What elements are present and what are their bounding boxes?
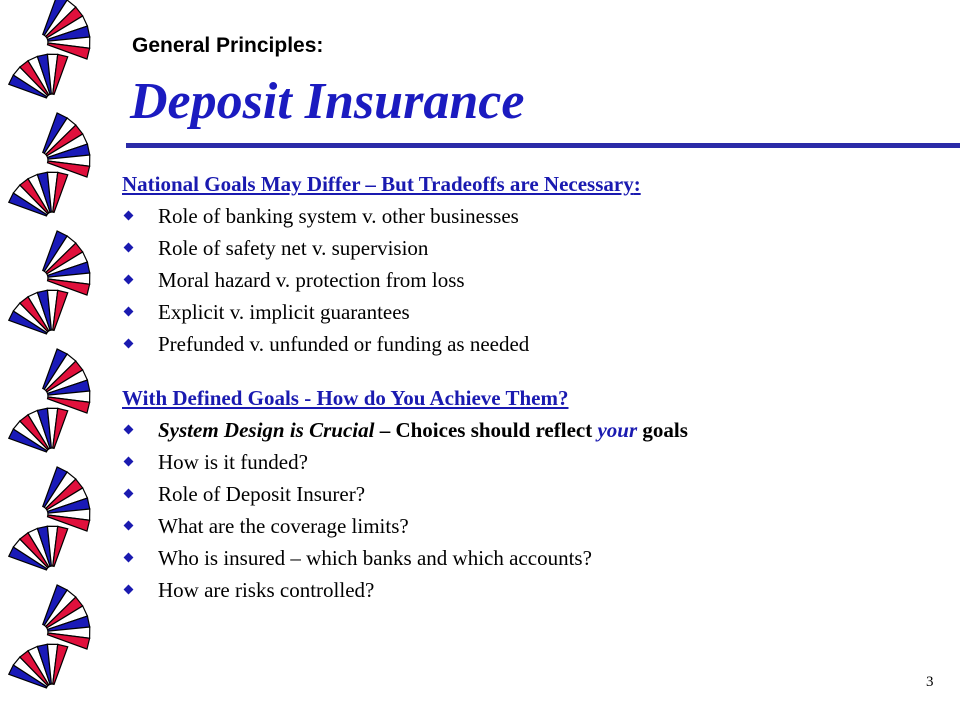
fan-ornament (43, 0, 90, 59)
fan-ornament (9, 408, 68, 452)
achieve-goals-list (122, 414, 942, 606)
fan-ornament (9, 526, 68, 570)
list-item: How are risks controlled? (122, 574, 942, 606)
section-heading-tradeoffs: National Goals May Differ – But Tradeoffs are Necessary: (122, 172, 641, 196)
diamond-bullet-icon (124, 457, 134, 467)
list-item: Moral hazard v. protection from loss (122, 264, 942, 296)
diamond-bullet-icon (124, 339, 134, 349)
list-item: Role of banking system v. other businesses (122, 200, 942, 232)
fan-ornament (43, 231, 90, 295)
list-item: How is it funded? (122, 446, 942, 478)
fan-ornament (9, 172, 68, 216)
title-divider (126, 143, 960, 148)
slide-subtitle: General Principles: (132, 34, 324, 57)
slide-title: Deposit Insurance (130, 73, 525, 130)
diamond-bullet-icon (124, 243, 134, 253)
fan-ornament (9, 290, 68, 334)
diamond-bullet-icon (124, 521, 134, 531)
fan-ornament (43, 467, 90, 531)
fan-ornament (43, 113, 90, 177)
diamond-bullet-icon (124, 489, 134, 499)
diamond-bullet-icon (124, 275, 134, 285)
list-item: Who is insured – which banks and which accounts? (122, 542, 942, 574)
list-item: Role of Deposit Insurer? (122, 478, 942, 510)
fan-ornament (9, 54, 68, 98)
list-item: Explicit v. implicit guarantees (122, 296, 942, 328)
fan-ornament (43, 349, 90, 413)
fan-ornament (9, 644, 68, 688)
slide-content (122, 168, 942, 606)
page-number: 3 (926, 674, 934, 690)
tradeoffs-list (122, 200, 942, 360)
fan-ornament (43, 585, 90, 649)
list-item: Role of safety net v. supervision (122, 232, 942, 264)
diamond-bullet-icon (124, 553, 134, 563)
diamond-bullet-icon (124, 425, 134, 435)
diamond-bullet-icon (124, 211, 134, 221)
diamond-bullet-icon (124, 307, 134, 317)
decorative-fan-border (0, 0, 120, 720)
list-item: System Design is Crucial – Choices should reflect your goals (122, 414, 942, 446)
diamond-bullet-icon (124, 585, 134, 595)
section-heading-achieve-goals: With Defined Goals - How do You Achieve Them? (122, 386, 569, 410)
list-item: Prefunded v. unfunded or funding as needed (122, 328, 942, 360)
list-item: What are the coverage limits? (122, 510, 942, 542)
